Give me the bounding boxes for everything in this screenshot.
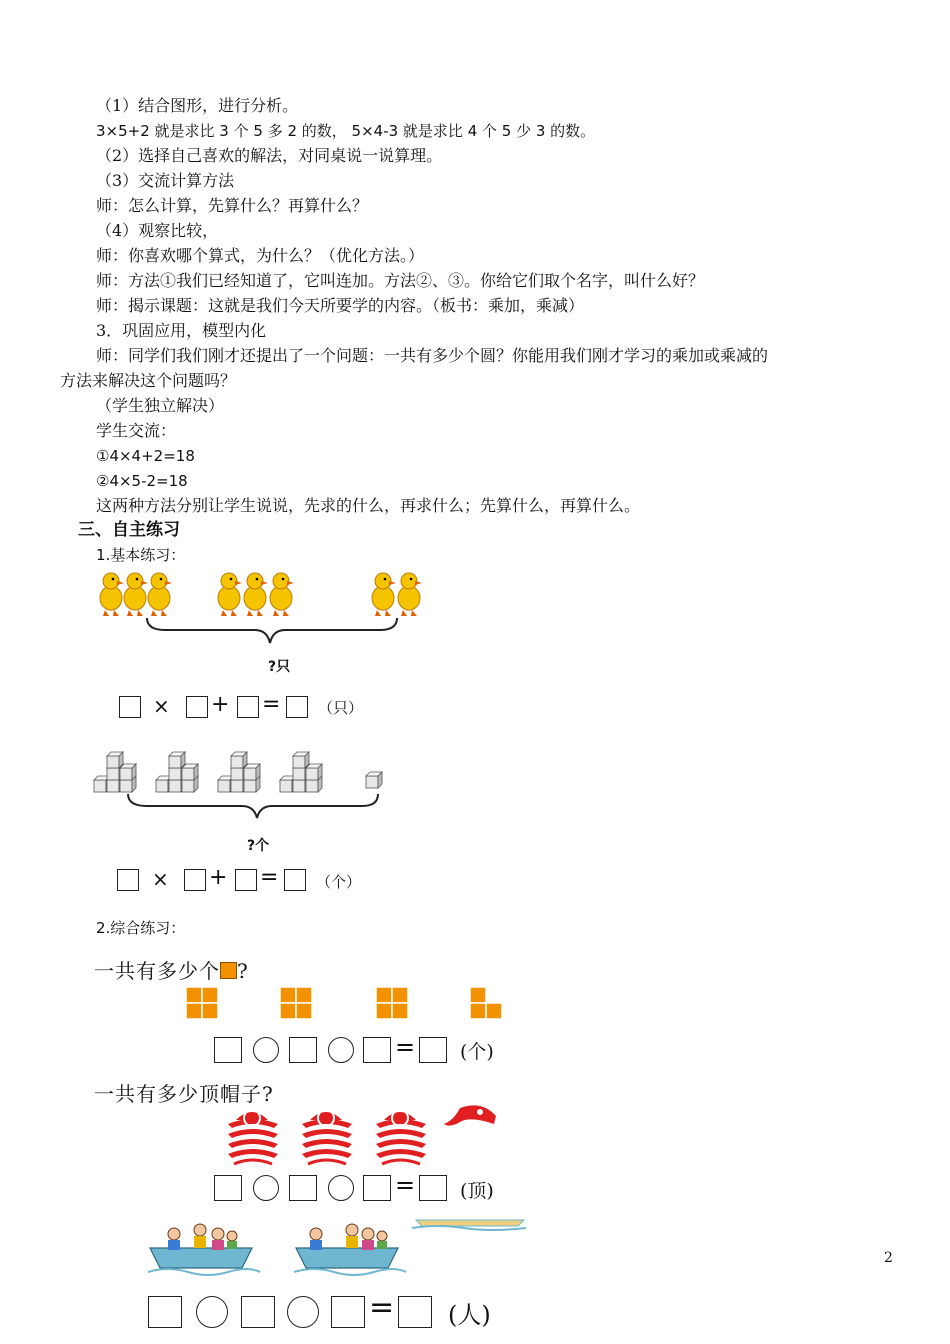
ex2-box-4[interactable] <box>284 869 306 891</box>
ex3-circle-2[interactable] <box>328 1037 354 1063</box>
text-line-9: 师：揭示课题：这就是我们今天所要学的内容。（板书：乘加，乘减） <box>96 296 585 315</box>
text-line-16: ②4×5-2=18 <box>96 472 188 490</box>
text-line-5: 师：怎么计算，先算什么？再算什么？ <box>96 196 369 215</box>
text-line-15: ①4×4+2=18 <box>96 447 195 465</box>
ex4-box-3[interactable] <box>363 1175 391 1201</box>
ex3-unit: (个) <box>460 1041 494 1063</box>
ex4-circle-2[interactable] <box>328 1175 354 1201</box>
ex5-circle-1[interactable] <box>196 1296 228 1328</box>
boat-2 <box>294 1224 406 1275</box>
ex2-box-1[interactable] <box>117 869 139 891</box>
text-line-10: 3．巩固应用，模型内化 <box>96 321 267 340</box>
text-line-12: 方法来解决这个问题吗？ <box>60 371 237 390</box>
text-line-8: 师：方法①我们已经知道了，它叫连加。方法②、③。你给它们取个名字，叫什么好？ <box>96 271 705 290</box>
text-line-6: （4）观察比较， <box>96 221 219 240</box>
ex3-question-text: 一共有多少个 <box>94 959 220 983</box>
boat-3-partial <box>412 1220 526 1230</box>
ex5-box-2[interactable] <box>241 1296 275 1328</box>
page-number: 2 <box>884 1250 893 1266</box>
text-line-2: 3×5+2 就是求比 3 个 5 多 2 的数， 5×4-3 就是求比 4 个 5 少 3 的数。 <box>96 122 596 140</box>
text-line-13: （学生独立解决） <box>96 396 225 415</box>
ex2-times: × <box>152 867 169 891</box>
ex4-equals: = <box>395 1171 416 1199</box>
ex1-box-2[interactable] <box>186 696 208 718</box>
ex4-box-4[interactable] <box>419 1175 447 1201</box>
ex5-unit: (人) <box>448 1301 491 1329</box>
ex4-box-2[interactable] <box>289 1175 317 1201</box>
comprehensive-practice-label: 2.综合练习： <box>96 919 186 937</box>
ex1-equals: = <box>262 692 281 717</box>
ex3-box-3[interactable] <box>363 1037 391 1063</box>
ex1-question: ?只 <box>268 659 291 675</box>
boats-illustration <box>148 1218 528 1280</box>
ex3-question <box>94 955 249 984</box>
ex3-question-mark: ? <box>237 959 249 983</box>
ex4-question: 一共有多少顶帽子? <box>94 1082 274 1106</box>
text-line-14: 学生交流： <box>96 421 177 440</box>
ex4-circle-1[interactable] <box>253 1175 279 1201</box>
ex2-box-3[interactable] <box>235 869 257 891</box>
ex2-unit: （个） <box>316 873 362 891</box>
ducks-illustration <box>95 568 435 653</box>
basic-practice-label: 1.基本练习： <box>96 546 186 564</box>
ex1-times: × <box>153 694 170 718</box>
hats-illustration <box>222 1100 502 1170</box>
orange-square-icon <box>220 962 237 979</box>
ex2-question: ?个 <box>247 838 270 854</box>
boat-1 <box>148 1224 260 1275</box>
text-line-1: （1）结合图形，进行分析。 <box>96 96 299 115</box>
ex1-unit: （只） <box>318 699 364 717</box>
text-line-17: 这两种方法分别让学生说说，先求的什么，再求什么；先算什么，再算什么。 <box>96 496 641 515</box>
section-title: 三、自主练习 <box>78 520 180 540</box>
text-line-7: 师：你喜欢哪个算式，为什么？（优化方法。） <box>96 246 425 265</box>
ex4-unit: (顶) <box>460 1180 494 1202</box>
ex5-box-1[interactable] <box>148 1296 182 1328</box>
ex2-box-2[interactable] <box>184 869 206 891</box>
cubes-illustration <box>92 748 392 830</box>
ex5-circle-2[interactable] <box>287 1296 319 1328</box>
ex1-box-1[interactable] <box>119 696 141 718</box>
text-line-3: （2）选择自己喜欢的解法，对同桌说一说算理。 <box>96 146 443 165</box>
ex5-box-4[interactable] <box>398 1296 432 1328</box>
ex4-box-1[interactable] <box>214 1175 242 1201</box>
ex3-circle-1[interactable] <box>253 1037 279 1063</box>
ex1-box-3[interactable] <box>237 696 259 718</box>
ex3-box-1[interactable] <box>214 1037 242 1063</box>
text-line-11: 师：同学们我们刚才还提出了一个问题：一共有多少个圆？你能用我们刚才学习的乘加或乘减的 <box>96 346 769 365</box>
ex3-box-4[interactable] <box>419 1037 447 1063</box>
ex2-equals: = <box>260 865 279 890</box>
ex1-box-4[interactable] <box>286 696 308 718</box>
ex3-equals: = <box>395 1033 416 1061</box>
text-line-4: （3）交流计算方法 <box>96 171 235 190</box>
ex5-box-3[interactable] <box>331 1296 365 1328</box>
orange-squares-illustration <box>184 985 508 1021</box>
ex3-box-2[interactable] <box>289 1037 317 1063</box>
ex1-plus: + <box>211 692 230 717</box>
ex5-equals: = <box>369 1290 395 1325</box>
ex2-plus: + <box>209 865 228 890</box>
